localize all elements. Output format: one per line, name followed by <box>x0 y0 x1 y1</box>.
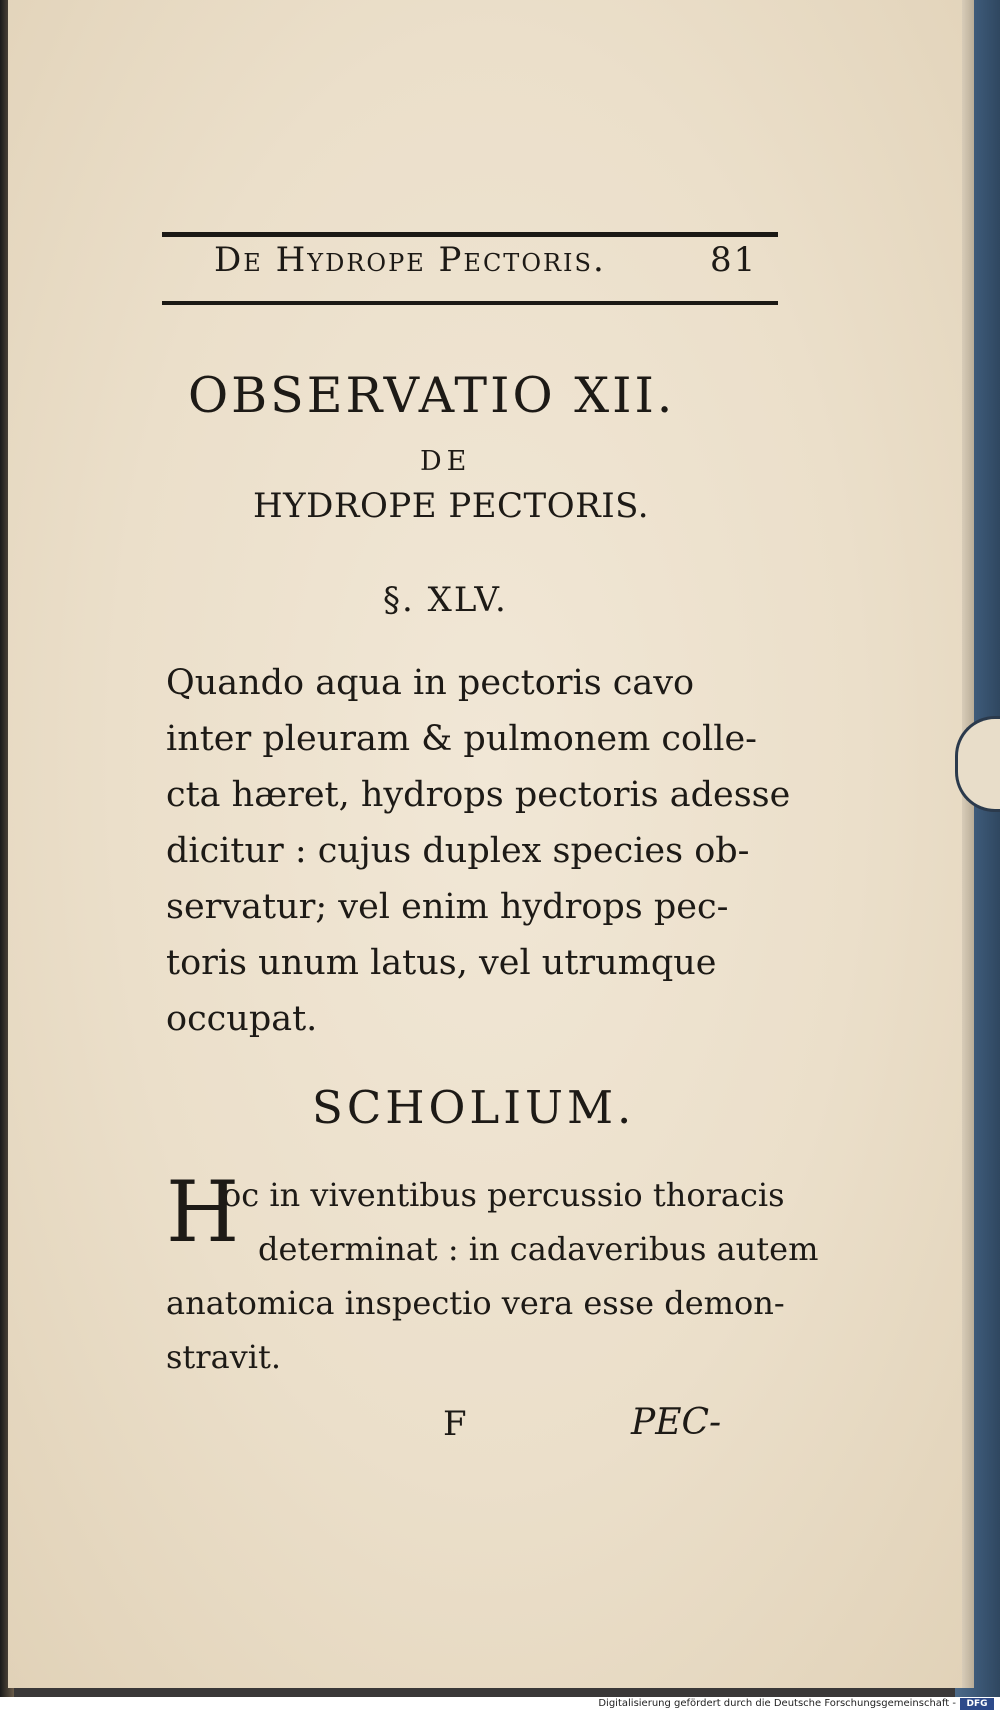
header-rule-top <box>162 232 778 237</box>
subtitle-de: DE <box>420 446 472 477</box>
observation-title: OBSERVATIO XII. <box>188 367 676 424</box>
text-line: Quando aqua in pectoris cavo <box>166 663 695 703</box>
text-line: determinat : in cadaveribus autem <box>258 1230 819 1268</box>
text-line: anatomica inspectio vera esse demon- <box>166 1284 785 1322</box>
text-line: stravit. <box>166 1338 281 1376</box>
scholium-heading: SCHOLIUM. <box>312 1081 636 1134</box>
text-line: inter pleuram & pulmonem colle- <box>166 719 757 759</box>
dfg-logo-icon: DFG <box>960 1698 994 1710</box>
text-line: occupat. <box>166 999 318 1039</box>
drop-cap: H <box>166 1163 240 1261</box>
text-line: cta hæret, hydrops pectoris adesse <box>166 775 791 815</box>
header-rule-bottom <box>162 301 778 305</box>
paragraph-scholium <box>166 1163 826 1384</box>
digitization-credit: Digitalisierung gefördert durch die Deutsche Forschungsgemeinschaft - <box>598 1698 956 1709</box>
catchword: PEC- <box>631 1402 722 1443</box>
text-line: servatur; vel enim hydrops pec- <box>166 887 729 927</box>
text-line: dicitur : cujus duplex species ob- <box>166 831 750 871</box>
text-line: oc in viventibus percussio thoracis <box>222 1176 785 1214</box>
running-head <box>214 240 774 280</box>
signature-mark: F <box>443 1404 467 1444</box>
running-head-title: De Hydrope Pectoris. <box>214 240 606 280</box>
subtitle-main: HYDROPE PECTORIS. <box>253 486 650 526</box>
page-number: 81 <box>710 240 758 280</box>
text-line: toris unum latus, vel utrumque <box>166 943 717 983</box>
page-edge-shadow <box>962 0 974 1688</box>
paragraph-observation <box>166 655 816 1047</box>
section-number: §. XLV. <box>383 580 508 620</box>
